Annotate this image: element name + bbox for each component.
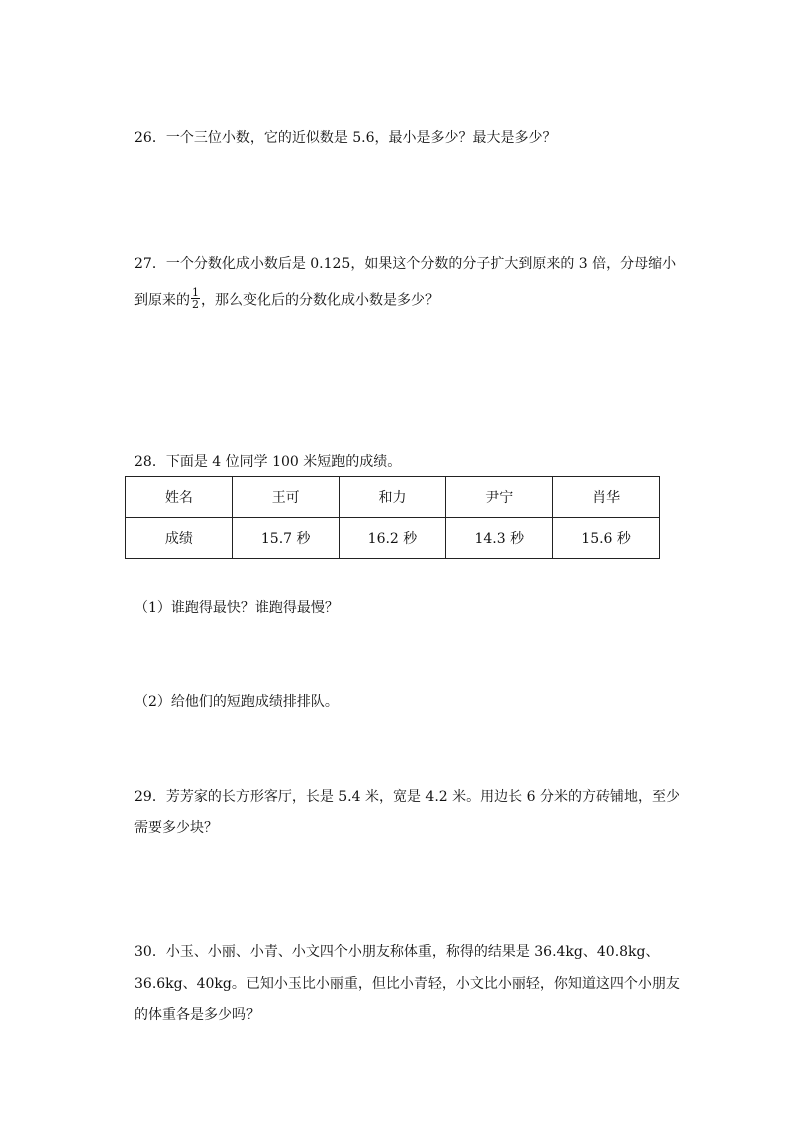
table-row — [126, 518, 660, 559]
question-29-line-2: 需要多少块？ — [134, 820, 218, 836]
table-cell: 王可 — [232, 477, 339, 518]
question-28-intro: 28．下面是 4 位同学 100 米短跑的成绩。 — [134, 454, 402, 470]
question-28-sub-2: （2）给他们的短跑成绩排排队。 — [134, 694, 339, 710]
question-30-line-2: 36.6kg、40kg。已知小玉比小丽重，但比小青轻，小文比小丽轻，你知道这四个小朋友 — [134, 976, 680, 992]
question-30-line-1: 30．小玉、小丽、小青、小文四个小朋友称体重，称得的结果是 36.4kg、40.8kg、 — [134, 944, 660, 960]
question-27-line-1: 27．一个分数化成小数后是 0.125，如果这个分数的分子扩大到原来的 3 倍，分母缩小 — [134, 256, 677, 272]
question-28-sub-1: （1）谁跑得最快？谁跑得最慢？ — [134, 600, 339, 616]
table-cell: 14.3 秒 — [446, 518, 553, 559]
table-header-row — [126, 477, 660, 518]
fraction-numerator: 1 — [192, 286, 199, 299]
table-cell: 15.7 秒 — [232, 518, 339, 559]
question-27-line-2-prefix: 到原来的 — [134, 292, 190, 309]
question-27-line-2-suffix: ，那么变化后的分数化成小数是多少？ — [201, 292, 439, 309]
question-27-line-2 — [134, 286, 439, 312]
table-cell: 尹宁 — [446, 477, 553, 518]
fraction-one-half — [191, 287, 200, 310]
sprint-results-table — [125, 476, 660, 559]
table-cell: 姓名 — [126, 477, 233, 518]
question-26-text: 26．一个三位小数，它的近似数是 5.6，最小是多少？最大是多少？ — [134, 130, 557, 146]
fraction-denominator: 2 — [192, 298, 199, 311]
table-cell: 16.2 秒 — [339, 518, 446, 559]
question-29-line-1: 29．芳芳家的长方形客厅，长是 5.4 米，宽是 4.2 米。用边长 6 分米的方砖铺地，至少 — [134, 789, 680, 805]
table-cell: 和力 — [339, 477, 446, 518]
question-30-line-3: 的体重各是多少吗？ — [134, 1007, 260, 1023]
table-cell: 肖华 — [553, 477, 660, 518]
table-cell: 成绩 — [126, 518, 233, 559]
table-cell: 15.6 秒 — [553, 518, 660, 559]
